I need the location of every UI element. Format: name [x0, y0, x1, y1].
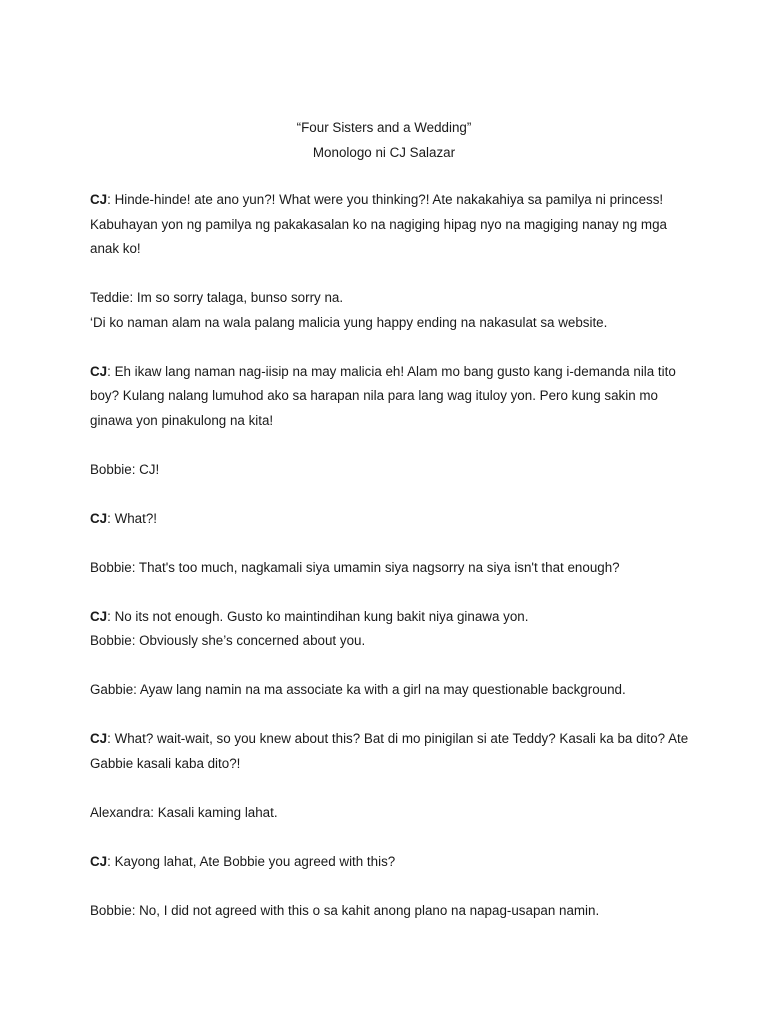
dialogue-body — [90, 188, 690, 923]
line-text: : Kayong lahat, Ate Bobbie you agreed with this? — [107, 853, 396, 869]
dialogue-line-cj — [90, 605, 690, 630]
line-text: : No its not enough. Gusto ko maintindihan kung bakit niya ginawa yon. — [107, 608, 529, 624]
document-subtitle: Monologo ni CJ Salazar — [312, 144, 456, 160]
line-text: : Eh ikaw lang naman nag-iisip na may malicia eh! Alam mo bang gusto kang i-demanda nila tito boy? Kulang nalang lumuhod ako sa harapan nila para lang wag ituloy yon. Pero kung sakin mo ginawa yon pinakulong na kita! — [90, 363, 676, 428]
line-text: : What? wait-wait, so you knew about this? Bat di mo pinigilan si ate Teddy? Kasali ka ba dito? Ate Gabbie kasali kaba dito?! — [90, 731, 689, 771]
speaker-name: CJ — [90, 192, 108, 207]
dialogue-line — [90, 311, 690, 336]
line-text: Teddie: Im so sorry talaga, bunso sorry na. — [90, 290, 344, 305]
line-text: Bobbie: That's too much, nagkamali siya umamin siya nagsorry na siya isn't that enough? — [90, 559, 620, 575]
line-text: : What?! — [107, 510, 157, 526]
speaker-name: CJ — [90, 510, 108, 526]
speaker-name: CJ — [90, 731, 108, 746]
speaker-name: CJ — [90, 608, 108, 624]
line-text: : Hinde-hinde! ate ano yun?! What were you thinking?! Ate nakakahiya sa pamilya ni princess! Kabuhayan yon ng pamilya ng pakakasalan ko na nagiging hipag nyo na magiging nanay ng mga anak ko! — [90, 192, 667, 256]
line-text: Alexandra: Kasali kaming lahat. — [90, 804, 278, 820]
dialogue-line — [90, 899, 690, 924]
dialogue-line — [90, 556, 690, 581]
dialogue-line-cj — [90, 360, 690, 434]
document-title: “Four Sisters and a Wedding” — [296, 120, 472, 135]
dialogue-line-cj — [90, 188, 690, 262]
dialogue-line — [90, 678, 690, 703]
line-text: Bobbie: Obviously she’s concerned about you. — [90, 633, 366, 648]
title-block — [0, 116, 768, 165]
dialogue-line — [90, 801, 690, 826]
dialogue-line — [90, 458, 690, 483]
speaker-name: CJ — [90, 363, 108, 379]
dialogue-line-cj — [90, 507, 690, 532]
line-text: Bobbie: CJ! — [90, 461, 160, 477]
dialogue-line — [90, 286, 690, 311]
dialogue-line-cj — [90, 850, 690, 875]
dialogue-line — [90, 629, 690, 654]
line-text: ‘Di ko naman alam na wala palang malicia yung happy ending na nakasulat sa website. — [90, 314, 608, 330]
speaker-name: CJ — [90, 853, 108, 869]
line-text: Gabbie: Ayaw lang namin na ma associate ka with a girl na may questionable background. — [90, 682, 626, 697]
line-text: Bobbie: No, I did not agreed with this o sa kahit anong plano na napag-usapan namin. — [90, 902, 600, 918]
dialogue-line-cj — [90, 727, 690, 776]
